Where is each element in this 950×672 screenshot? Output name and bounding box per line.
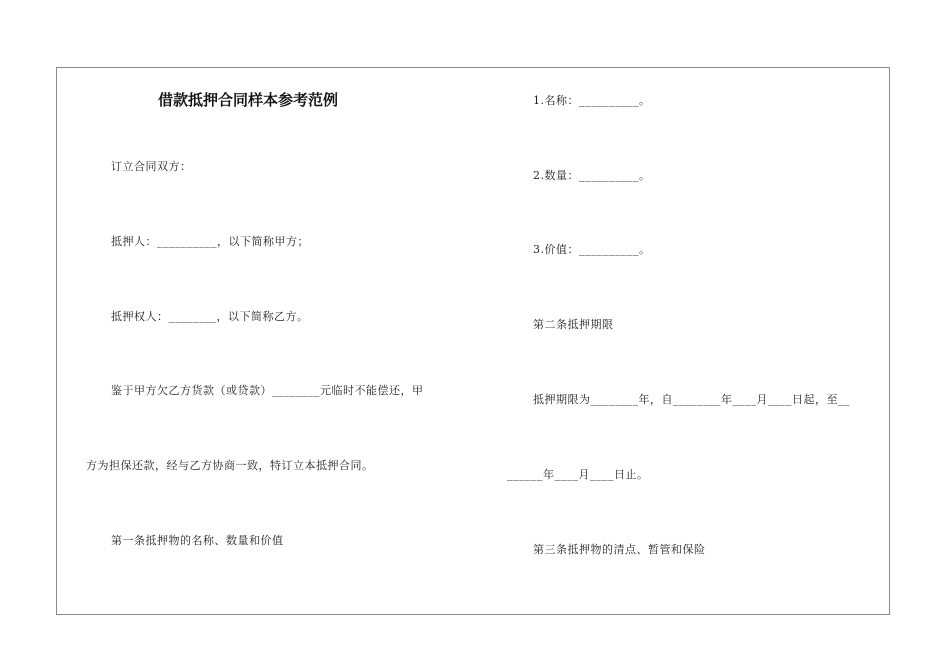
mortgagee-line: 抵押权人：________，以下简称乙方。: [111, 310, 309, 323]
document-title: 借款抵押合同样本参考范例: [158, 91, 339, 109]
item-quantity-line: 2.数量：__________。: [533, 169, 651, 182]
term-line-2: ______年____月____日止。: [507, 468, 649, 481]
article-3-heading: 第三条抵押物的清点、暂管和保险: [533, 543, 706, 556]
mortgagor-line: 抵押人：__________，以下简称甲方；: [111, 235, 309, 248]
term-line-1: 抵押期限为________年，自________年____月____日起，至__: [533, 393, 850, 406]
item-name-line: 1.名称：__________。: [533, 94, 651, 107]
parties-heading: 订立合同双方：: [111, 160, 192, 173]
article-1-heading: 第一条抵押物的名称、数量和价值: [111, 534, 284, 547]
article-2-heading: 第二条抵押期限: [533, 318, 614, 331]
document-page-frame: [56, 67, 890, 615]
item-value-line: 3.价值：__________。: [533, 243, 651, 256]
recital-line-2: 方为担保还款，经与乙方协商一致，特订立本抵押合同。: [86, 459, 374, 472]
recital-line-1: 鉴于甲方欠乙方货款（或贷款）________元临时不能偿还，甲: [111, 384, 424, 397]
